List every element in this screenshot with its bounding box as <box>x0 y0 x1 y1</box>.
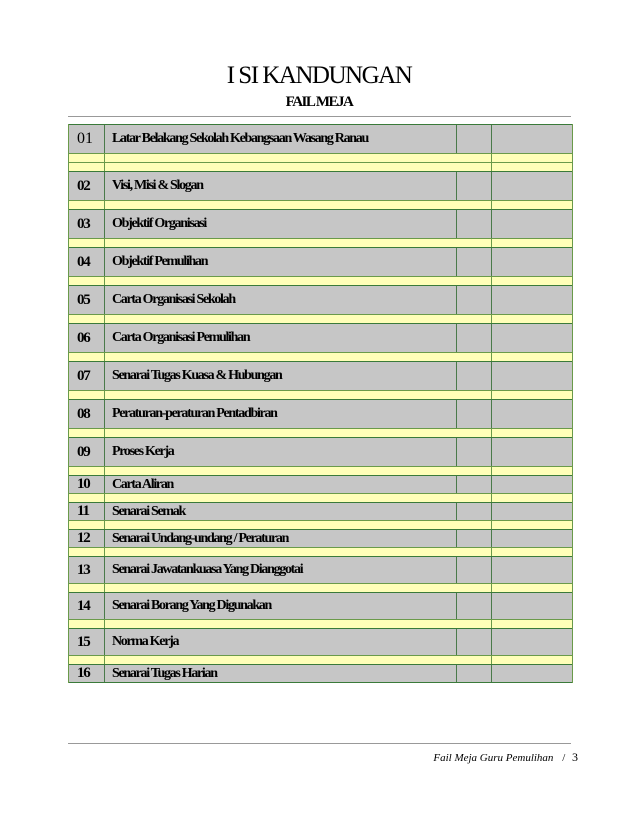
item-label: Norma Kerja <box>112 634 179 649</box>
item-number: 16 <box>77 665 90 681</box>
row-spacer <box>69 314 572 323</box>
row-spacer <box>69 352 572 361</box>
item-number: 04 <box>77 253 90 270</box>
row-spacer <box>69 493 572 502</box>
row-spacer <box>69 162 572 171</box>
item-label: Senarai Semak <box>112 503 185 519</box>
row-spacer <box>69 520 572 529</box>
item-number: 14 <box>77 597 90 614</box>
header-rule <box>68 116 571 117</box>
row-spacer <box>69 238 572 247</box>
table-row <box>69 323 572 352</box>
row-spacer <box>69 619 572 628</box>
item-label: Carta Organisasi Pemulihan <box>112 330 250 345</box>
item-label: Objektif Organisasi <box>112 216 206 231</box>
table-row <box>69 502 572 520</box>
table-row <box>69 209 572 238</box>
table-row <box>69 529 572 547</box>
table-row <box>69 664 572 682</box>
row-spacer <box>69 428 572 437</box>
item-label: Peraturan-peraturan Pentadbiran <box>112 406 277 421</box>
table-row <box>69 556 572 583</box>
row-spacer <box>69 390 572 399</box>
table-row <box>69 247 572 276</box>
item-label: Senarai Tugas Harian <box>112 665 217 681</box>
row-spacer <box>69 276 572 285</box>
item-number: 03 <box>77 215 90 232</box>
item-number: 02 <box>77 177 90 194</box>
item-label: Carta Organisasi Sekolah <box>112 292 235 307</box>
table-row <box>69 399 572 428</box>
item-number: 10 <box>77 476 90 492</box>
row-spacer <box>69 153 572 162</box>
table-row <box>69 592 572 619</box>
row-spacer <box>69 655 572 664</box>
item-label: Latar Belakang Sekolah Kebangsaan Wasang Ranau <box>112 131 368 146</box>
item-label: Proses Kerja <box>112 444 174 459</box>
item-number: 09 <box>77 443 90 460</box>
page-title: I SI KANDUNGAN <box>226 62 412 89</box>
row-spacer <box>69 547 572 556</box>
table-row <box>69 475 572 493</box>
item-number: 13 <box>77 561 90 578</box>
table-row <box>69 361 572 390</box>
table-row <box>69 437 572 466</box>
item-label: Objektif Pemulihan <box>112 254 208 269</box>
item-label: Senarai Tugas Kuasa & Hubungan <box>112 368 282 383</box>
table-row <box>69 285 572 314</box>
item-number: 07 <box>77 367 90 384</box>
table-bottom-border <box>69 682 572 683</box>
item-label: Senarai Undang-undang / Peraturan <box>112 530 289 546</box>
page-number: 3 <box>572 750 578 764</box>
page-subtitle: FAIL MEJA <box>285 94 353 110</box>
item-number: 12 <box>77 530 90 546</box>
row-spacer <box>69 200 572 209</box>
footer-text: Fail Meja Guru Pemulihan <box>433 752 554 764</box>
item-label: Carta Aliran <box>112 476 174 492</box>
row-spacer <box>69 583 572 592</box>
item-number: 11 <box>77 503 89 519</box>
page-footer <box>433 750 578 765</box>
contents-table <box>68 124 573 683</box>
table-row <box>69 628 572 655</box>
table-row <box>69 171 572 200</box>
item-number: 15 <box>77 633 90 650</box>
item-label: Senarai Borang Yang Digunakan <box>112 598 271 613</box>
item-label: Visi, Misi & Slogan <box>112 178 203 193</box>
item-number: 05 <box>77 291 90 308</box>
row-spacer <box>69 466 572 475</box>
table-row <box>69 124 572 153</box>
item-label: Senarai Jawatankuasa Yang Dianggotai <box>112 562 303 577</box>
footer-rule <box>68 743 571 744</box>
item-number: 01 <box>77 130 93 147</box>
item-number: 08 <box>77 405 90 422</box>
footer-separator: / <box>562 752 566 764</box>
item-number: 06 <box>77 329 90 346</box>
